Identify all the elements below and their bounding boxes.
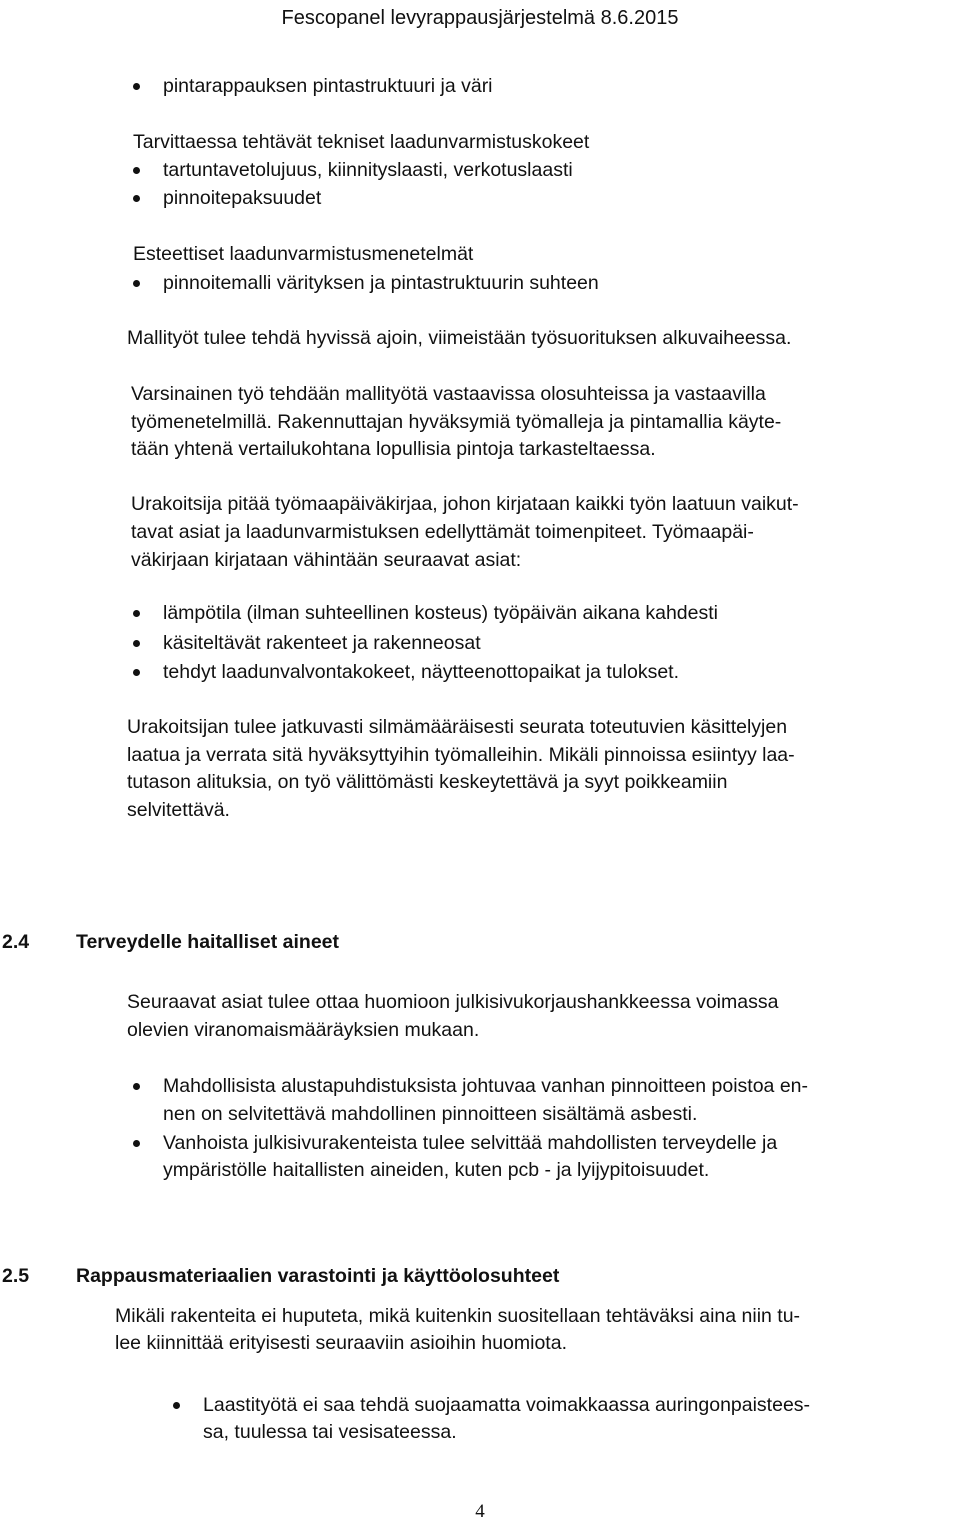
paragraph-line: tutason alituksia, on työ välittömästi keskeytettävä ja syyt poikkeamiin [127,771,728,793]
paragraph-line: tavat asiat ja laadunvarmistuksen edellyttämät toimenpiteet. Työmaapäi- [131,521,754,543]
bullet-icon [133,195,140,202]
page-number: 4 [475,1501,485,1522]
section-number: 2.5 [2,1265,30,1287]
list-item-line: nen on selvitettävä mahdollinen pinnoitteen sisältämä asbesti. [163,1103,698,1125]
paragraph-line: työmenetelmillä. Rakennuttajan hyväksymiä työmalleja ja pintamallia käyte- [131,411,782,433]
paragraph: Mallityöt tulee tehdä hyvissä ajoin, viimeistään työsuorituksen alkuvaiheessa. [127,327,792,349]
list-item-line: Vanhoista julkisivurakenteista tulee selvittää mahdollisten terveydelle ja [163,1132,778,1154]
section-number: 2.4 [2,931,30,953]
paragraph-line: tään yhtenä vertailukohtana lopullisia pintoja tarkasteltaessa. [131,438,656,460]
paragraph-line: Urakoitsijan tulee jatkuvasti silmämääräisesti seurata toteutuvien käsittelyjen [127,716,788,738]
paragraph-line: laatua ja verrata sitä hyväksyttyihin työmalleihin. Mikäli pinnoissa esiintyy laa- [127,744,795,766]
list-item-line: Mahdollisista alustapuhdistuksista johtuvaa vanhan pinnoitteen poistoa en- [163,1075,809,1097]
list-item: pinnoitepaksuudet [163,187,322,209]
paragraph-line: olevien viranomaismääräyksien mukaan. [127,1019,480,1041]
list-item: pintarappauksen pintastruktuuri ja väri [163,75,493,97]
bullet-icon [133,1083,140,1090]
paragraph-line: Seuraavat asiat tulee ottaa huomioon julkisivukorjaushankkeessa voimassa [127,991,779,1013]
bullet-icon [133,167,140,174]
bullet-icon [133,610,140,617]
subheading: Esteettiset laadunvarmistusmenetelmät [133,243,474,265]
bullet-icon [133,669,140,676]
list-item-line: ympäristölle haitallisten aineiden, kuten pcb - ja lyijypitoisuudet. [163,1159,710,1181]
bullet-icon [133,83,140,90]
list-item: lämpötila (ilman suhteellinen kosteus) työpäivän aikana kahdesti [163,602,718,624]
bullet-icon [133,280,140,287]
list-item: tartuntavetolujuus, kiinnityslaasti, verkotuslaasti [163,159,573,181]
paragraph-line: Varsinainen työ tehdään mallityötä vastaavissa olosuhteissa ja vastaavilla [131,383,766,405]
paragraph-line: väkirjaan kirjataan vähintään seuraavat asiat: [131,549,522,571]
list-item: pinnoitemalli värityksen ja pintastruktuurin suhteen [163,272,599,294]
subheading: Tarvittaessa tehtävät tekniset laadunvarmistuskokeet [133,131,590,153]
bullet-icon [173,1402,180,1409]
paragraph-line: lee kiinnittää erityisesti seuraaviin asioihin huomiota. [115,1332,567,1354]
page-header: Fescopanel levyrappausjärjestelmä 8.6.2015 [281,7,679,29]
paragraph-line: Mikäli rakenteita ei huputeta, mikä kuitenkin suositellaan tehtäväksi aina niin tu- [115,1305,801,1327]
paragraph-line: Urakoitsija pitää työmaapäiväkirjaa, johon kirjataan kaikki työn laatuun vaikut- [131,493,799,515]
section-title: Rappausmateriaalien varastointi ja käyttöolosuhteet [76,1265,560,1287]
list-item: käsiteltävät rakenteet ja rakenneosat [163,632,481,654]
bullet-icon [133,1140,140,1147]
section-title: Terveydelle haitalliset aineet [76,931,340,953]
list-item-line: sa, tuulessa tai vesisateessa. [203,1421,457,1443]
paragraph-line: selvitettävä. [127,799,230,821]
bullet-icon [133,640,140,647]
list-item: tehdyt laadunvalvontakokeet, näytteenottopaikat ja tulokset. [163,661,680,683]
list-item-line: Laastityötä ei saa tehdä suojaamatta voimakkaassa auringonpaistees- [203,1394,811,1416]
